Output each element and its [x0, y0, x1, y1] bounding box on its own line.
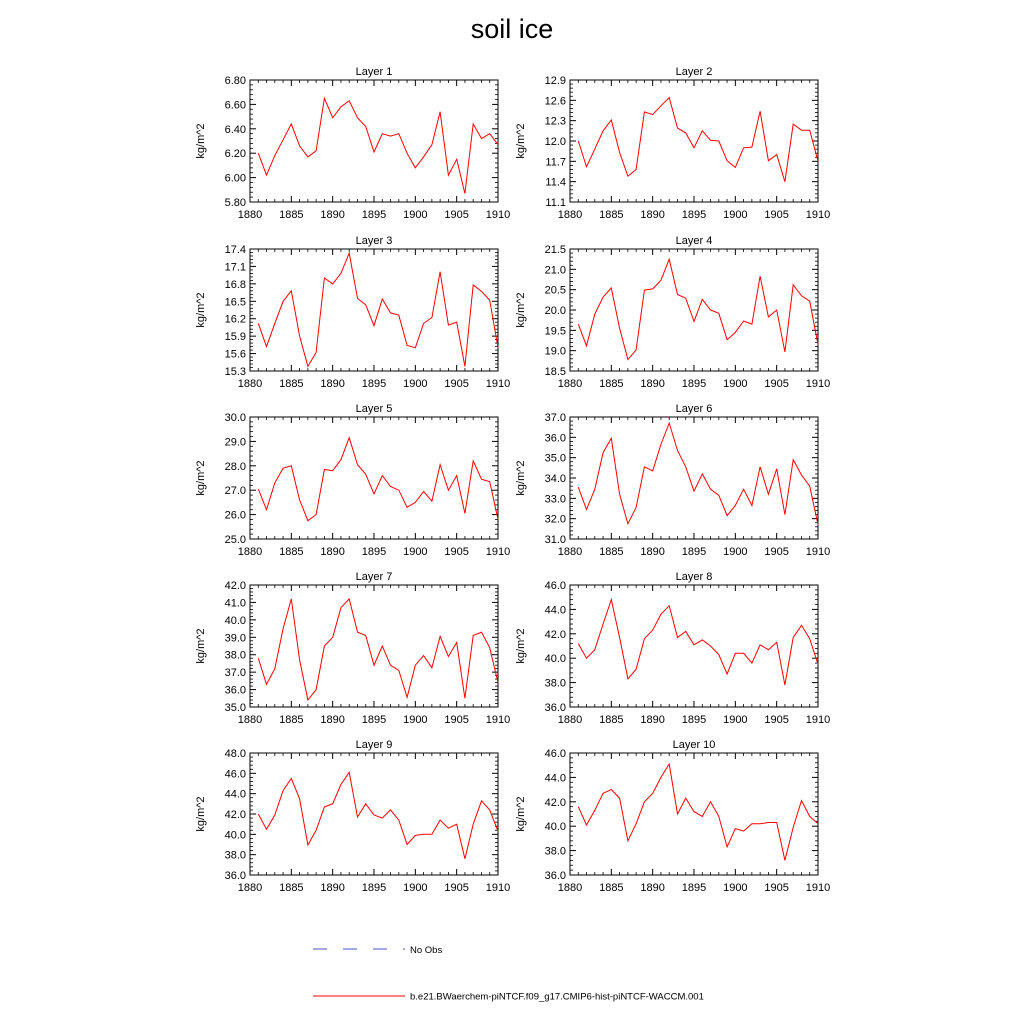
series-line [258, 772, 498, 858]
y-tick-label: 35.0 [224, 702, 246, 714]
plot-frame [250, 249, 498, 371]
y-tick-label: 6.00 [224, 172, 246, 185]
y-tick-label: 17.4 [224, 244, 246, 256]
x-tick-label: 1885 [599, 546, 624, 558]
y-tick-label: 25.0 [224, 534, 246, 546]
series-line [258, 253, 498, 366]
x-tick-label: 1890 [640, 209, 665, 221]
y-tick-label: 44.0 [544, 772, 566, 785]
x-tick-label: 1885 [279, 882, 304, 894]
y-tick-label: 16.8 [224, 278, 246, 291]
y-tick-label: 37.0 [544, 412, 566, 424]
panel-layer-4 [515, 235, 830, 390]
panel-title: Layer 8 [675, 571, 713, 583]
x-tick-label: 1895 [681, 378, 707, 390]
x-tick-label: 1910 [485, 209, 511, 221]
y-tick-label: 11.7 [545, 156, 566, 169]
x-tick-label: 1880 [557, 378, 583, 390]
y-tick-label: 19.5 [544, 325, 566, 338]
y-tick-label: 33.0 [544, 493, 566, 506]
x-tick-label: 1885 [279, 714, 304, 726]
x-tick-label: 1905 [764, 378, 789, 390]
x-tick-label: 1890 [640, 882, 665, 894]
x-tick-label: 1900 [723, 378, 748, 390]
x-tick-label: 1890 [320, 378, 345, 390]
x-tick-label: 1905 [444, 546, 469, 558]
y-tick-label: 20.0 [544, 305, 566, 317]
y-tick-label: 37.0 [224, 667, 246, 680]
y-tick-label: 6.80 [224, 75, 246, 87]
x-tick-label: 1880 [237, 378, 263, 390]
plot-frame [570, 585, 818, 707]
x-tick-label: 1900 [723, 714, 748, 726]
y-axis-label: kg/m^2 [195, 123, 207, 159]
y-tick-label: 38.0 [544, 845, 566, 858]
x-tick-label: 1895 [681, 882, 707, 894]
y-tick-label: 38.0 [224, 849, 246, 862]
x-tick-label: 1895 [681, 714, 707, 726]
y-tick-label: 6.60 [224, 99, 246, 112]
y-tick-label: 46.0 [224, 768, 246, 781]
x-tick-label: 1900 [403, 378, 428, 390]
series-line [578, 98, 818, 182]
x-tick-label: 1890 [640, 714, 665, 726]
x-tick-label: 1910 [485, 378, 511, 390]
y-tick-label: 21.0 [544, 264, 566, 277]
y-tick-label: 42.0 [224, 580, 246, 592]
x-tick-label: 1895 [361, 546, 387, 558]
y-tick-label: 46.0 [544, 580, 566, 592]
legend-obs-label: No Obs [410, 945, 443, 956]
x-tick-label: 1890 [320, 714, 345, 726]
y-tick-label: 30.0 [224, 412, 246, 424]
y-tick-label: 11.4 [545, 176, 566, 189]
x-tick-label: 1880 [237, 546, 263, 558]
x-tick-label: 1895 [681, 209, 707, 221]
x-tick-label: 1910 [805, 714, 831, 726]
plot-frame [570, 753, 818, 875]
y-tick-label: 20.5 [544, 284, 566, 297]
x-tick-label: 1880 [237, 882, 263, 894]
y-tick-label: 40.0 [544, 821, 566, 834]
y-tick-label: 42.0 [544, 628, 566, 641]
x-tick-label: 1895 [361, 714, 387, 726]
x-tick-label: 1900 [723, 882, 748, 894]
x-tick-label: 1900 [723, 209, 748, 221]
x-tick-label: 1905 [764, 546, 789, 558]
y-tick-label: 15.6 [224, 348, 246, 361]
y-tick-label: 40.0 [224, 829, 246, 842]
y-tick-label: 44.0 [544, 604, 566, 617]
y-tick-label: 17.1 [224, 261, 246, 274]
panel-layer-3 [195, 235, 510, 390]
x-tick-label: 1905 [444, 714, 469, 726]
panel-layer-1 [195, 66, 510, 221]
x-tick-label: 1905 [764, 882, 789, 894]
x-tick-label: 1910 [805, 378, 831, 390]
x-tick-label: 1885 [599, 209, 624, 221]
y-tick-label: 42.0 [224, 809, 246, 821]
x-tick-label: 1900 [723, 546, 748, 558]
y-tick-label: 36.0 [544, 702, 566, 714]
x-tick-label: 1900 [403, 714, 428, 726]
x-tick-label: 1910 [485, 546, 511, 558]
panel-layer-6 [515, 403, 830, 558]
y-axis-label: kg/m^2 [195, 460, 207, 496]
panel-layer-10 [515, 739, 830, 894]
y-tick-label: 36.0 [224, 870, 246, 882]
plot-frame [250, 417, 498, 539]
x-tick-label: 1910 [805, 209, 831, 221]
x-tick-label: 1910 [485, 714, 511, 726]
y-axis-label: kg/m^2 [515, 628, 527, 664]
series-line [578, 259, 818, 359]
y-tick-label: 12.6 [544, 95, 566, 108]
x-tick-label: 1895 [681, 546, 707, 558]
y-axis-label: kg/m^2 [515, 292, 527, 328]
y-tick-label: 39.0 [224, 632, 246, 645]
series-line [578, 423, 818, 525]
plot-frame [570, 80, 818, 202]
y-tick-label: 12.9 [544, 75, 566, 87]
panel-title: Layer 3 [355, 235, 393, 247]
y-tick-label: 12.0 [544, 136, 566, 148]
series-line [578, 600, 818, 685]
y-tick-label: 6.40 [224, 123, 246, 136]
y-tick-label: 36.0 [544, 870, 566, 882]
panel-title: Layer 7 [355, 571, 393, 583]
plot-frame [250, 585, 498, 707]
y-tick-label: 35.0 [544, 452, 566, 465]
y-tick-label: 11.1 [545, 197, 566, 209]
x-tick-label: 1890 [320, 546, 345, 558]
x-tick-label: 1880 [557, 546, 583, 558]
y-axis-label: kg/m^2 [195, 796, 207, 832]
y-tick-label: 19.0 [544, 345, 566, 358]
y-tick-label: 48.0 [224, 748, 246, 760]
y-tick-label: 21.5 [544, 244, 566, 256]
y-tick-label: 18.5 [544, 366, 566, 378]
x-tick-label: 1910 [805, 882, 831, 894]
panel-title: Layer 2 [675, 66, 713, 78]
y-tick-label: 6.20 [224, 148, 246, 161]
y-axis-label: kg/m^2 [515, 460, 527, 496]
x-tick-label: 1910 [485, 882, 511, 894]
y-tick-label: 36.0 [224, 684, 246, 697]
panel-layer-5 [195, 403, 510, 558]
y-tick-label: 42.0 [544, 796, 566, 809]
x-tick-label: 1885 [279, 209, 304, 221]
y-tick-label: 46.0 [544, 748, 566, 760]
y-axis-label: kg/m^2 [195, 628, 207, 664]
panel-title: Layer 9 [355, 739, 393, 751]
y-tick-label: 41.0 [224, 597, 246, 610]
x-tick-label: 1900 [403, 209, 428, 221]
y-axis-label: kg/m^2 [515, 123, 527, 159]
x-tick-label: 1905 [444, 209, 469, 221]
x-tick-label: 1910 [805, 546, 831, 558]
x-tick-label: 1905 [444, 378, 469, 390]
panel-title: Layer 6 [675, 403, 713, 415]
y-tick-label: 38.0 [224, 649, 246, 662]
panel-layer-7 [195, 571, 510, 726]
y-tick-label: 40.0 [224, 614, 246, 627]
y-tick-label: 40.0 [544, 653, 566, 666]
x-tick-label: 1880 [557, 882, 583, 894]
panel-title: Layer 1 [355, 66, 393, 78]
x-tick-label: 1905 [444, 882, 469, 894]
y-tick-label: 28.0 [224, 460, 246, 473]
y-tick-label: 27.0 [224, 485, 246, 498]
x-tick-label: 1890 [640, 546, 665, 558]
y-axis-label: kg/m^2 [515, 796, 527, 832]
x-tick-label: 1880 [237, 209, 263, 221]
x-tick-label: 1885 [279, 546, 304, 558]
x-tick-label: 1905 [764, 209, 789, 221]
x-tick-label: 1890 [320, 209, 345, 221]
plot-frame [570, 249, 818, 371]
y-tick-label: 26.0 [224, 509, 246, 522]
y-axis-label: kg/m^2 [195, 292, 207, 328]
x-tick-label: 1895 [361, 378, 387, 390]
panel-layer-2 [515, 66, 830, 221]
series-line [258, 98, 498, 193]
y-tick-label: 16.2 [224, 313, 246, 326]
x-tick-label: 1895 [361, 882, 387, 894]
legend-model-label: b.e21.BWaerchem-piNTCF.f09_g17.CMIP6-hist-piNTCF-WACCM.001 [410, 991, 704, 1003]
y-tick-label: 29.0 [224, 436, 246, 449]
x-tick-label: 1890 [320, 882, 345, 894]
y-tick-label: 5.80 [224, 197, 246, 209]
series-line [258, 599, 498, 700]
panel-title: Layer 10 [672, 739, 716, 751]
panel-title: Layer 4 [675, 235, 713, 247]
series-line [578, 764, 818, 860]
y-tick-label: 36.0 [544, 432, 566, 445]
x-tick-label: 1905 [764, 714, 789, 726]
x-tick-label: 1900 [403, 546, 428, 558]
y-tick-label: 44.0 [224, 788, 246, 801]
x-tick-label: 1900 [403, 882, 428, 894]
y-tick-label: 16.5 [224, 296, 246, 309]
plot-frame [250, 753, 498, 875]
y-tick-label: 31.0 [544, 534, 566, 546]
x-tick-label: 1885 [599, 714, 624, 726]
plot-frame [570, 417, 818, 539]
x-tick-label: 1885 [599, 378, 624, 390]
x-tick-label: 1895 [361, 209, 387, 221]
panel-layer-9 [195, 739, 510, 894]
x-tick-label: 1880 [237, 714, 263, 726]
y-tick-label: 34.0 [544, 473, 566, 485]
series-line [258, 438, 498, 521]
panel-title: Layer 5 [355, 403, 393, 415]
x-tick-label: 1885 [599, 882, 624, 894]
x-tick-label: 1880 [557, 209, 583, 221]
legend [313, 945, 704, 1003]
y-tick-label: 15.9 [224, 331, 246, 344]
panel-layer-8 [515, 571, 830, 726]
plot-frame [250, 80, 498, 202]
y-tick-label: 38.0 [544, 677, 566, 690]
x-tick-label: 1880 [557, 714, 583, 726]
y-tick-label: 32.0 [544, 513, 566, 526]
figure-title: soil ice [470, 14, 554, 44]
x-tick-label: 1885 [279, 378, 304, 390]
y-tick-label: 12.3 [544, 115, 566, 128]
y-tick-label: 15.3 [224, 366, 246, 378]
x-tick-label: 1890 [640, 378, 665, 390]
